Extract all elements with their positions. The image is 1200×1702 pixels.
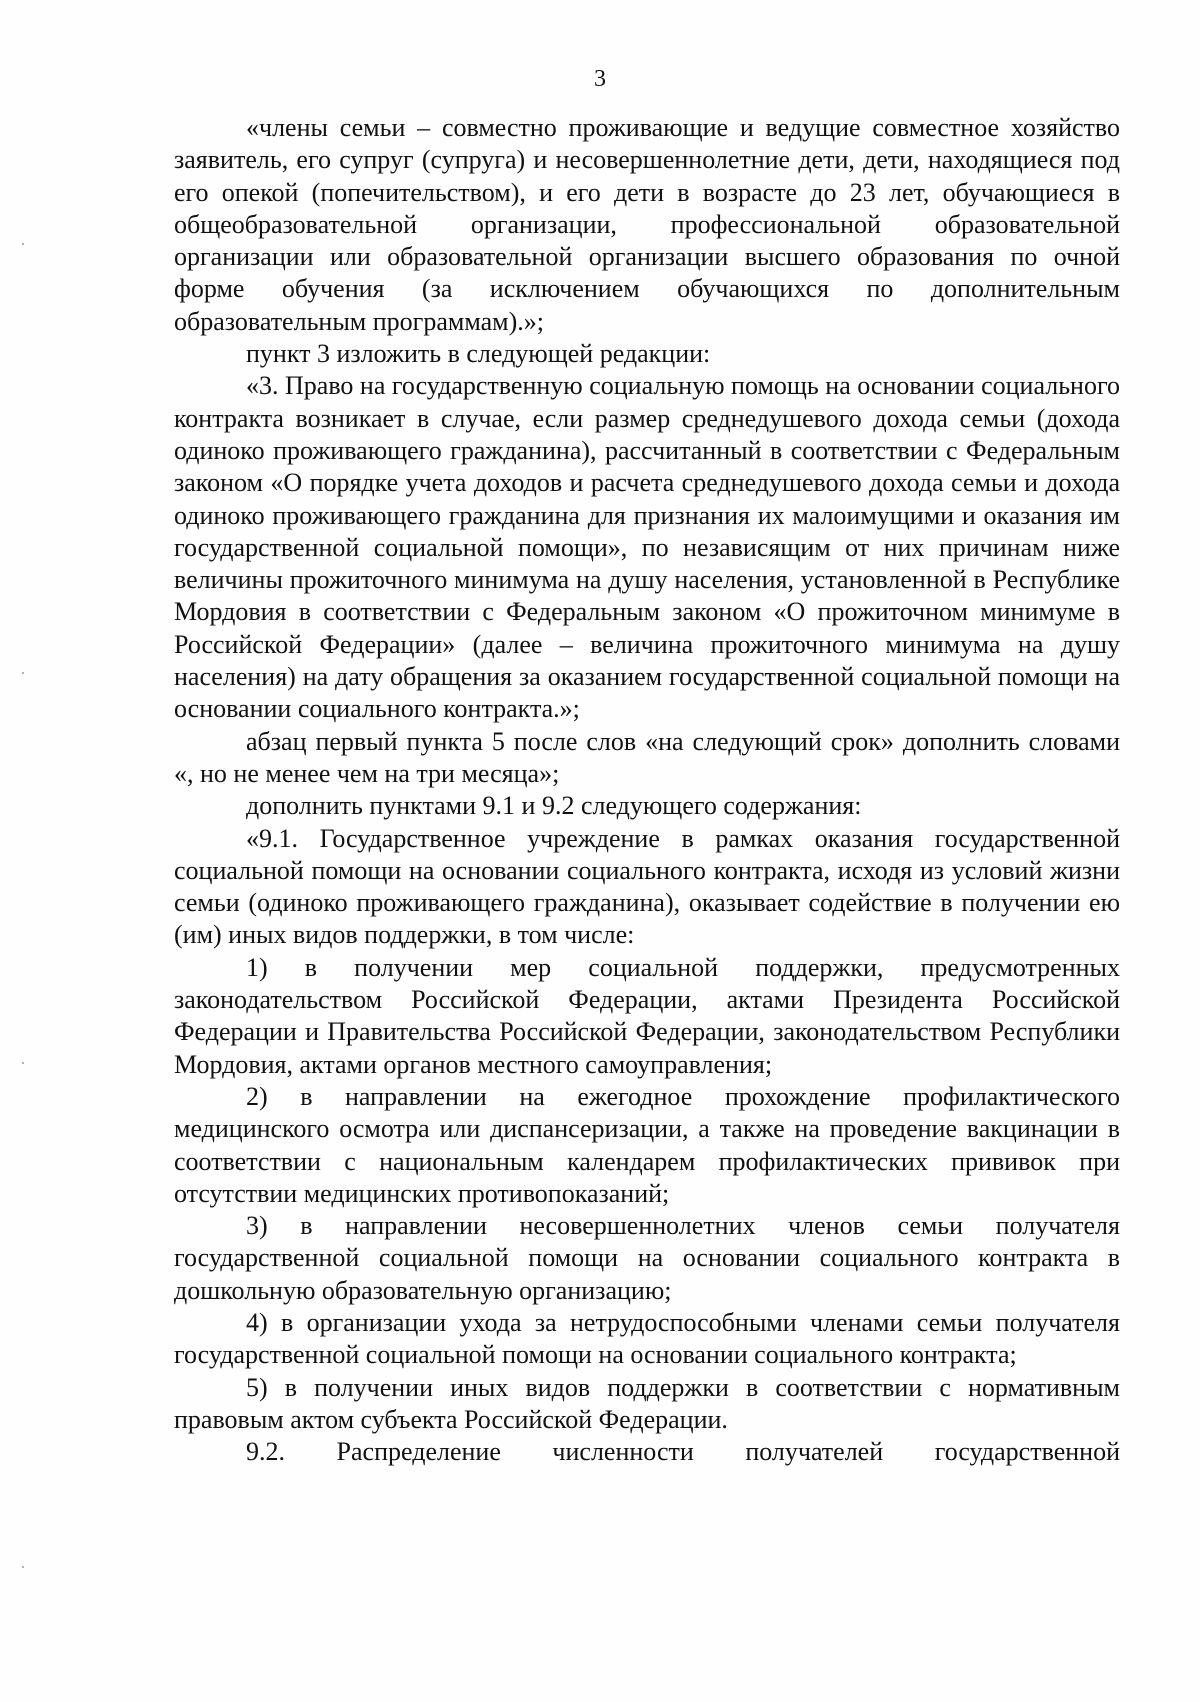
scan-speck — [22, 1062, 24, 1064]
list-item-3: 3) в направлении несовершеннолетних членов семьи получателя государственной социальной помощи на основании социального контракта в дошкольную образовательную организацию; — [174, 1211, 1120, 1305]
paragraph-add-items-instruction: дополнить пунктами 9.1 и 9.2 следующего содержания: — [246, 791, 862, 821]
scan-speck — [22, 243, 24, 245]
list-item-4: 4) в организации ухода за нетрудоспособными членами семьи получателя государственной социальной помощи на основании социального контракта; — [174, 1307, 1120, 1370]
paragraph-item-9-2: 9.2. Распределение численности получателей государственной — [246, 1437, 1120, 1467]
document-body — [174, 112, 1120, 1468]
list-item-2: 2) в направлении на ежегодное прохождение профилактического медицинского осмотра или диспансеризации, а также на проведение вакцинации в соответствии с национальным календарем профилактических прививок при отсутствии медицинских противопоказаний; — [174, 1081, 1120, 1208]
paragraph-item-9-1: «9.1. Государственное учреждение в рамках оказания государственной социальной помощи на основании социального контракта, исходя из условий жизни семьи (одиноко проживающего гражданина), оказывает содействие в получении ею (им) иных видов поддержки, в том числе: — [174, 823, 1120, 950]
page-number: 3 — [594, 66, 606, 92]
list-item-1: 1) в получении мер социальной поддержки, предусмотренных законодательством Российской Федерации, актами Президента Российской Федерации и Правительства Российской Федерации, законодательством Республики Мордовия, актами органов местного самоуправления; — [174, 952, 1120, 1079]
paragraph-family-members-definition: «члены семьи – совместно проживающие и ведущие совместное хозяйство заявитель, его супруг (супруга) и несовершеннолетние дети, дети, находящиеся под его опекой (попечительством), и его дети в возрасте до 23 лет, обучающиеся в общеобразовательной организации, профессиональной образовательной организации или образовательной организации высшего образования по очной форме обучения (за исключением обучающихся по дополнительным образовательным программам).»; — [174, 113, 1120, 336]
paragraph-item-3-text: «3. Право на государственную социальную помощь на основании социального контракта возникает в случае, если размер среднедушевого дохода семьи (дохода одиноко проживающего гражданина), рассчитанный в соответствии с Федеральным законом «О порядке учета доходов и расчета среднедушевого дохода семьи и дохода одиноко проживающего гражданина для признания их малоимущими и оказания им государственной социальной помощи», по независящим от них причинам ниже величины прожиточного минимума на душу населения, установленной в Республике Мордовия в соответствии с Федеральным законом «О прожиточном минимуме в Российской Федерации» (далее – величина прожиточного минимума на душу населения) на дату обращения за оказанием государственной социальной помощи на основании социального контракта.»; — [174, 371, 1120, 724]
scan-speck — [22, 672, 24, 674]
scan-speck — [22, 1566, 24, 1568]
paragraph-item-5-amendment: абзац первый пункта 5 после слов «на следующий срок» дополнить словами «, но не менее чем на три месяца»; — [174, 726, 1120, 788]
paragraph-item-3-instruction: пункт 3 изложить в следующей редакции: — [246, 339, 711, 369]
list-item-5: 5) в получении иных видов поддержки в соответствии с нормативным правовым актом субъекта Российской Федерации. — [174, 1372, 1120, 1434]
